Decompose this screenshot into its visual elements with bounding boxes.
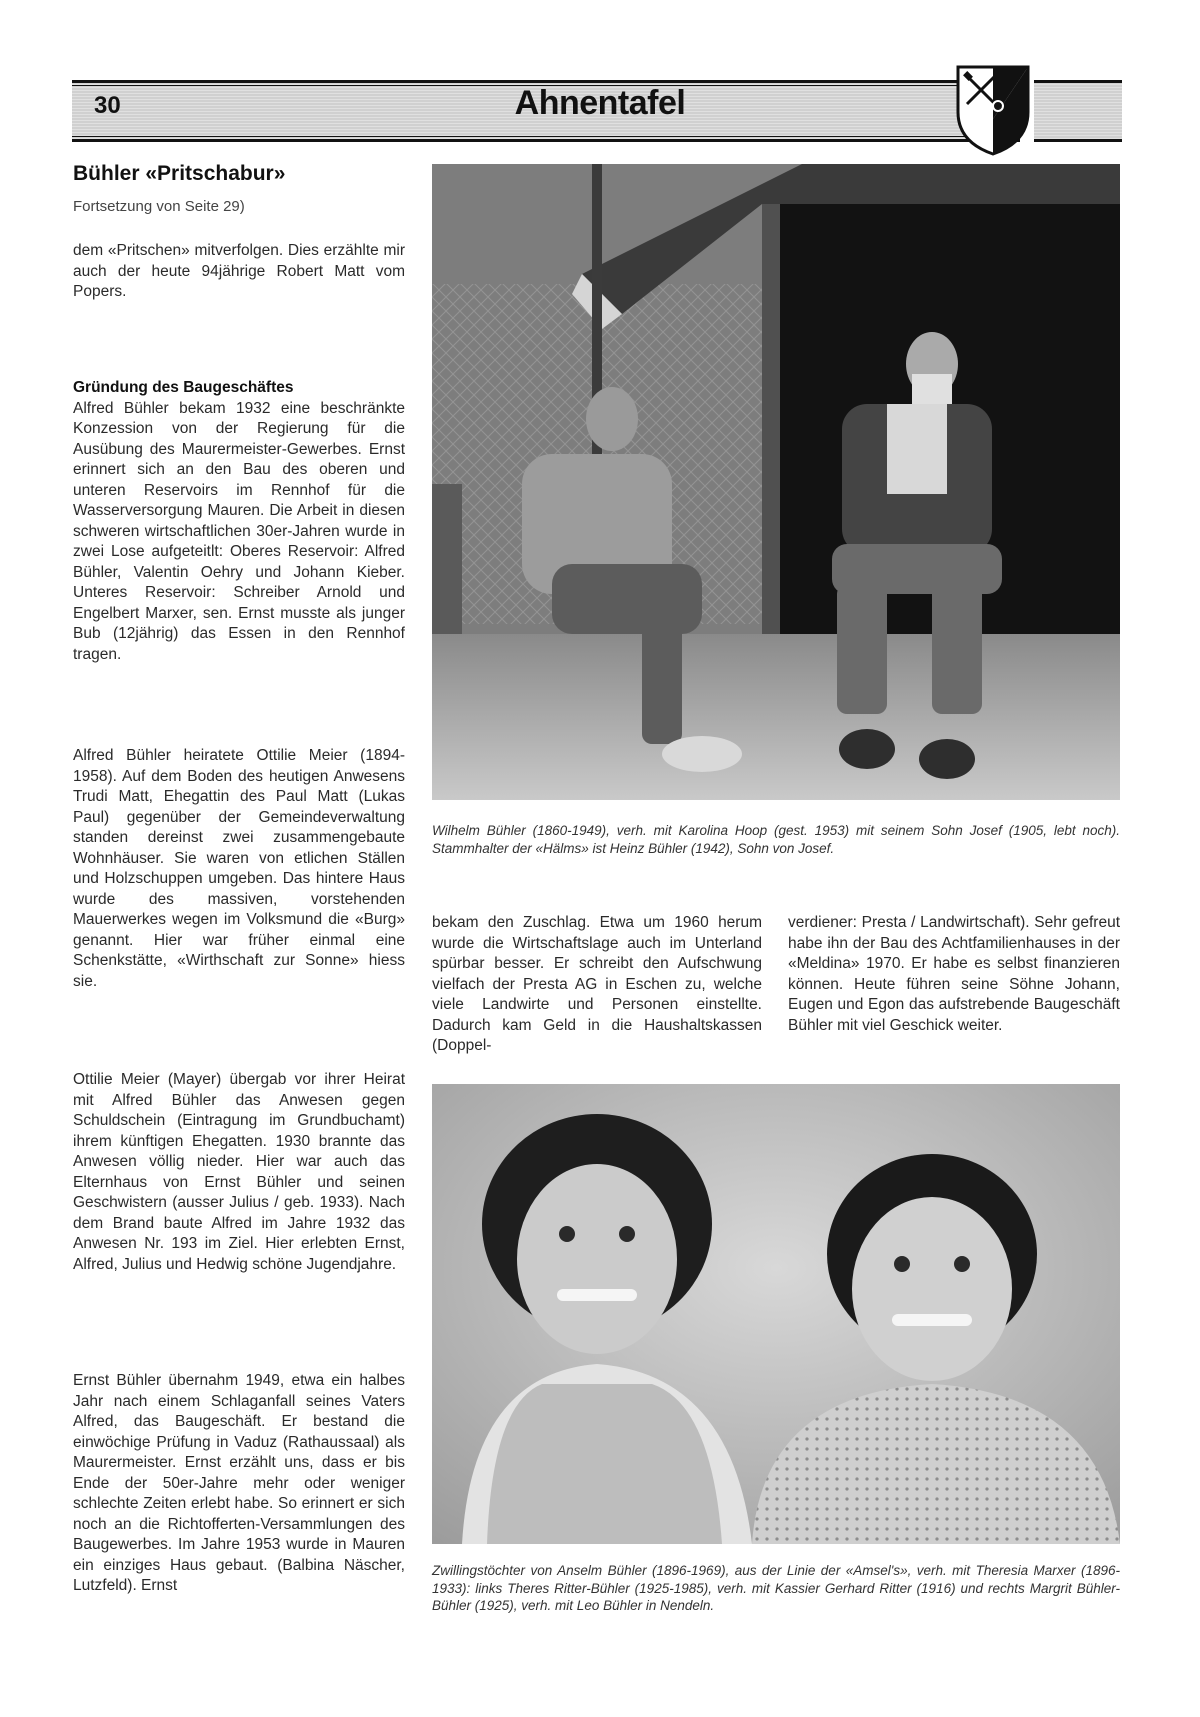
header-rule-bottom	[72, 136, 1020, 137]
subheading-baugeschaeft: Gründung des Baugeschäftes	[73, 379, 294, 396]
paragraph-2: Alfred Bühler bekam 1932 eine beschränkte Konzession von der Regierung für die Ausübung des Maurermeister-Gewerbes. Ernst erinnert sich an den Bau des oberen und unteren Reservoirs im Rennhof für die Wasserversorgung Mauren. Die Arbeit in diesen schweren wirtschaftlichen 30er-Jahren wurde in zwei Lose aufgeteitlt: Oberes Reservoir: Alfred Bühler, Valentin Oehry und Johann Kieber. Unteres Reservoir: Schreiber Arnold und Engelbert Marxer, sen. Ernst musste als junger Bub (12jährig) das Essen in den Rennhof tragen.	[73, 399, 405, 663]
photo-2-illustration	[432, 1084, 1120, 1544]
paragraph-1: dem «Pritschen» mitverfolgen. Dies erzählte mir auch der heute 94jährige Robert Matt vom Popers.	[73, 242, 405, 300]
photo-2-caption: Zwillingstöchter von Anselm Bühler (1896-1969), aus der Linie der «Amsel's», verh. mit Theresia Marxer (1896-1933): links Theres Ritter-Bühler (1925-1985), verh. mit Kassier Gerhard Ritter (1916) und rechts Margrit Bühler-Bühler (1925), verh. mit Leo Bühler in Nendeln.	[432, 1563, 1120, 1613]
article-title: Bühler «Pritschabur»	[73, 162, 286, 185]
paragraph-2-block	[73, 378, 405, 665]
photo-1-illustration	[432, 164, 1120, 800]
page-title: Ahnentafel	[514, 84, 686, 122]
continued-note: Fortsetzung von Seite 29)	[73, 198, 245, 215]
paragraph-5: Ernst Bühler übernahm 1949, etwa ein halbes Jahr nach einem Schlaganfall seines Vaters Alfred, das Baugeschäft. Er bestand die einwöchige Prüfung in Vaduz (Rathaussaal) als Maurermeister. Ernst erzählt uns, dass er bis Ende der 50er-Jahre mehr oder weniger schlechte Zeiten erlebt habe. So erinnert er sich noch an die Richtofferten-Versammlungen des Baugewerbes. Im Jahre 1953 wurde in Mauren ein einziges Haus gebaut. (Balbina Näscher, Lutzfeld). Ernst	[73, 1372, 405, 1594]
photo-wilhelm-and-josef-buehler	[432, 164, 1120, 800]
photo-1-caption: Wilhelm Bühler (1860-1949), verh. mit Karolina Hoop (gest. 1953) mit seinem Sohn Josef (1905, lebt noch). Stammhalter der «Hälms» ist Heinz Bühler (1942), Sohn von Josef.	[432, 823, 1120, 856]
header-band-right	[1034, 80, 1122, 142]
paragraph-6: bekam den Zuschlag. Etwa um 1960 herum wurde die Wirtschaftslage auch im Unterland spürbar besser. Er schreibt den Aufschwung vielfach der Presta AG in Eschen zu, welche viele Landwirte und Personen einstellte. Dadurch kam Geld in die Haushaltskassen (Doppel-	[432, 914, 762, 1054]
paragraph-7: verdiener: Presta / Landwirtschaft). Sehr gefreut habe ihn der Bau des Achtfamilienhauses in der «Meldina» 1970. Er habe es selbst finanzieren können. Heute führen seine Söhne Johann, Eugen und Egon das aufstrebende Baugeschäft Bühler mit viel Geschick weiter.	[788, 914, 1120, 1034]
photo-twin-daughters	[432, 1084, 1120, 1544]
coat-of-arms-icon	[955, 64, 1031, 156]
paragraph-3: Alfred Bühler heiratete Ottilie Meier (1894-1958). Auf dem Boden des heutigen Anwesens Trudi Matt, Ehegattin des Paul Matt (Lukas Paul) gegenüber der Gemeindeverwaltung standen dereinst zwei zusammengebaute Wohnhäuser. Sie waren von etlichen Ställen und Holzschuppen umgeben. Das hintere Haus wurde des massiven, vorstehenden Mauerwerkes wegen im Volksmund die «Burg» genannt. Hier war früher einmal eine Schenkstätte, «Wirthschaft zur Sonne» hiess sie.	[73, 747, 405, 990]
paragraph-4: Ottilie Meier (Mayer) übergab vor ihrer Heirat mit Alfred Bühler das Anwesen gegen Schuldschein (Eintragung im Grundbuchamt) ihrem künftigen Ehegatten. 1930 brannte das Anwesen völlig nieder. Hier war auch das Elternhaus von Ernst Bühler und seinen Geschwistern (ausser Julius / geb. 1933). Nach dem Brand baute Alfred im Jahre 1932 das Anwesen Nr. 193 im Ziel. Hier erlebten Ernst, Alfred, Julius und Hedwig schöne Jugendjahre.	[73, 1071, 405, 1273]
page-number: 30	[94, 92, 121, 119]
